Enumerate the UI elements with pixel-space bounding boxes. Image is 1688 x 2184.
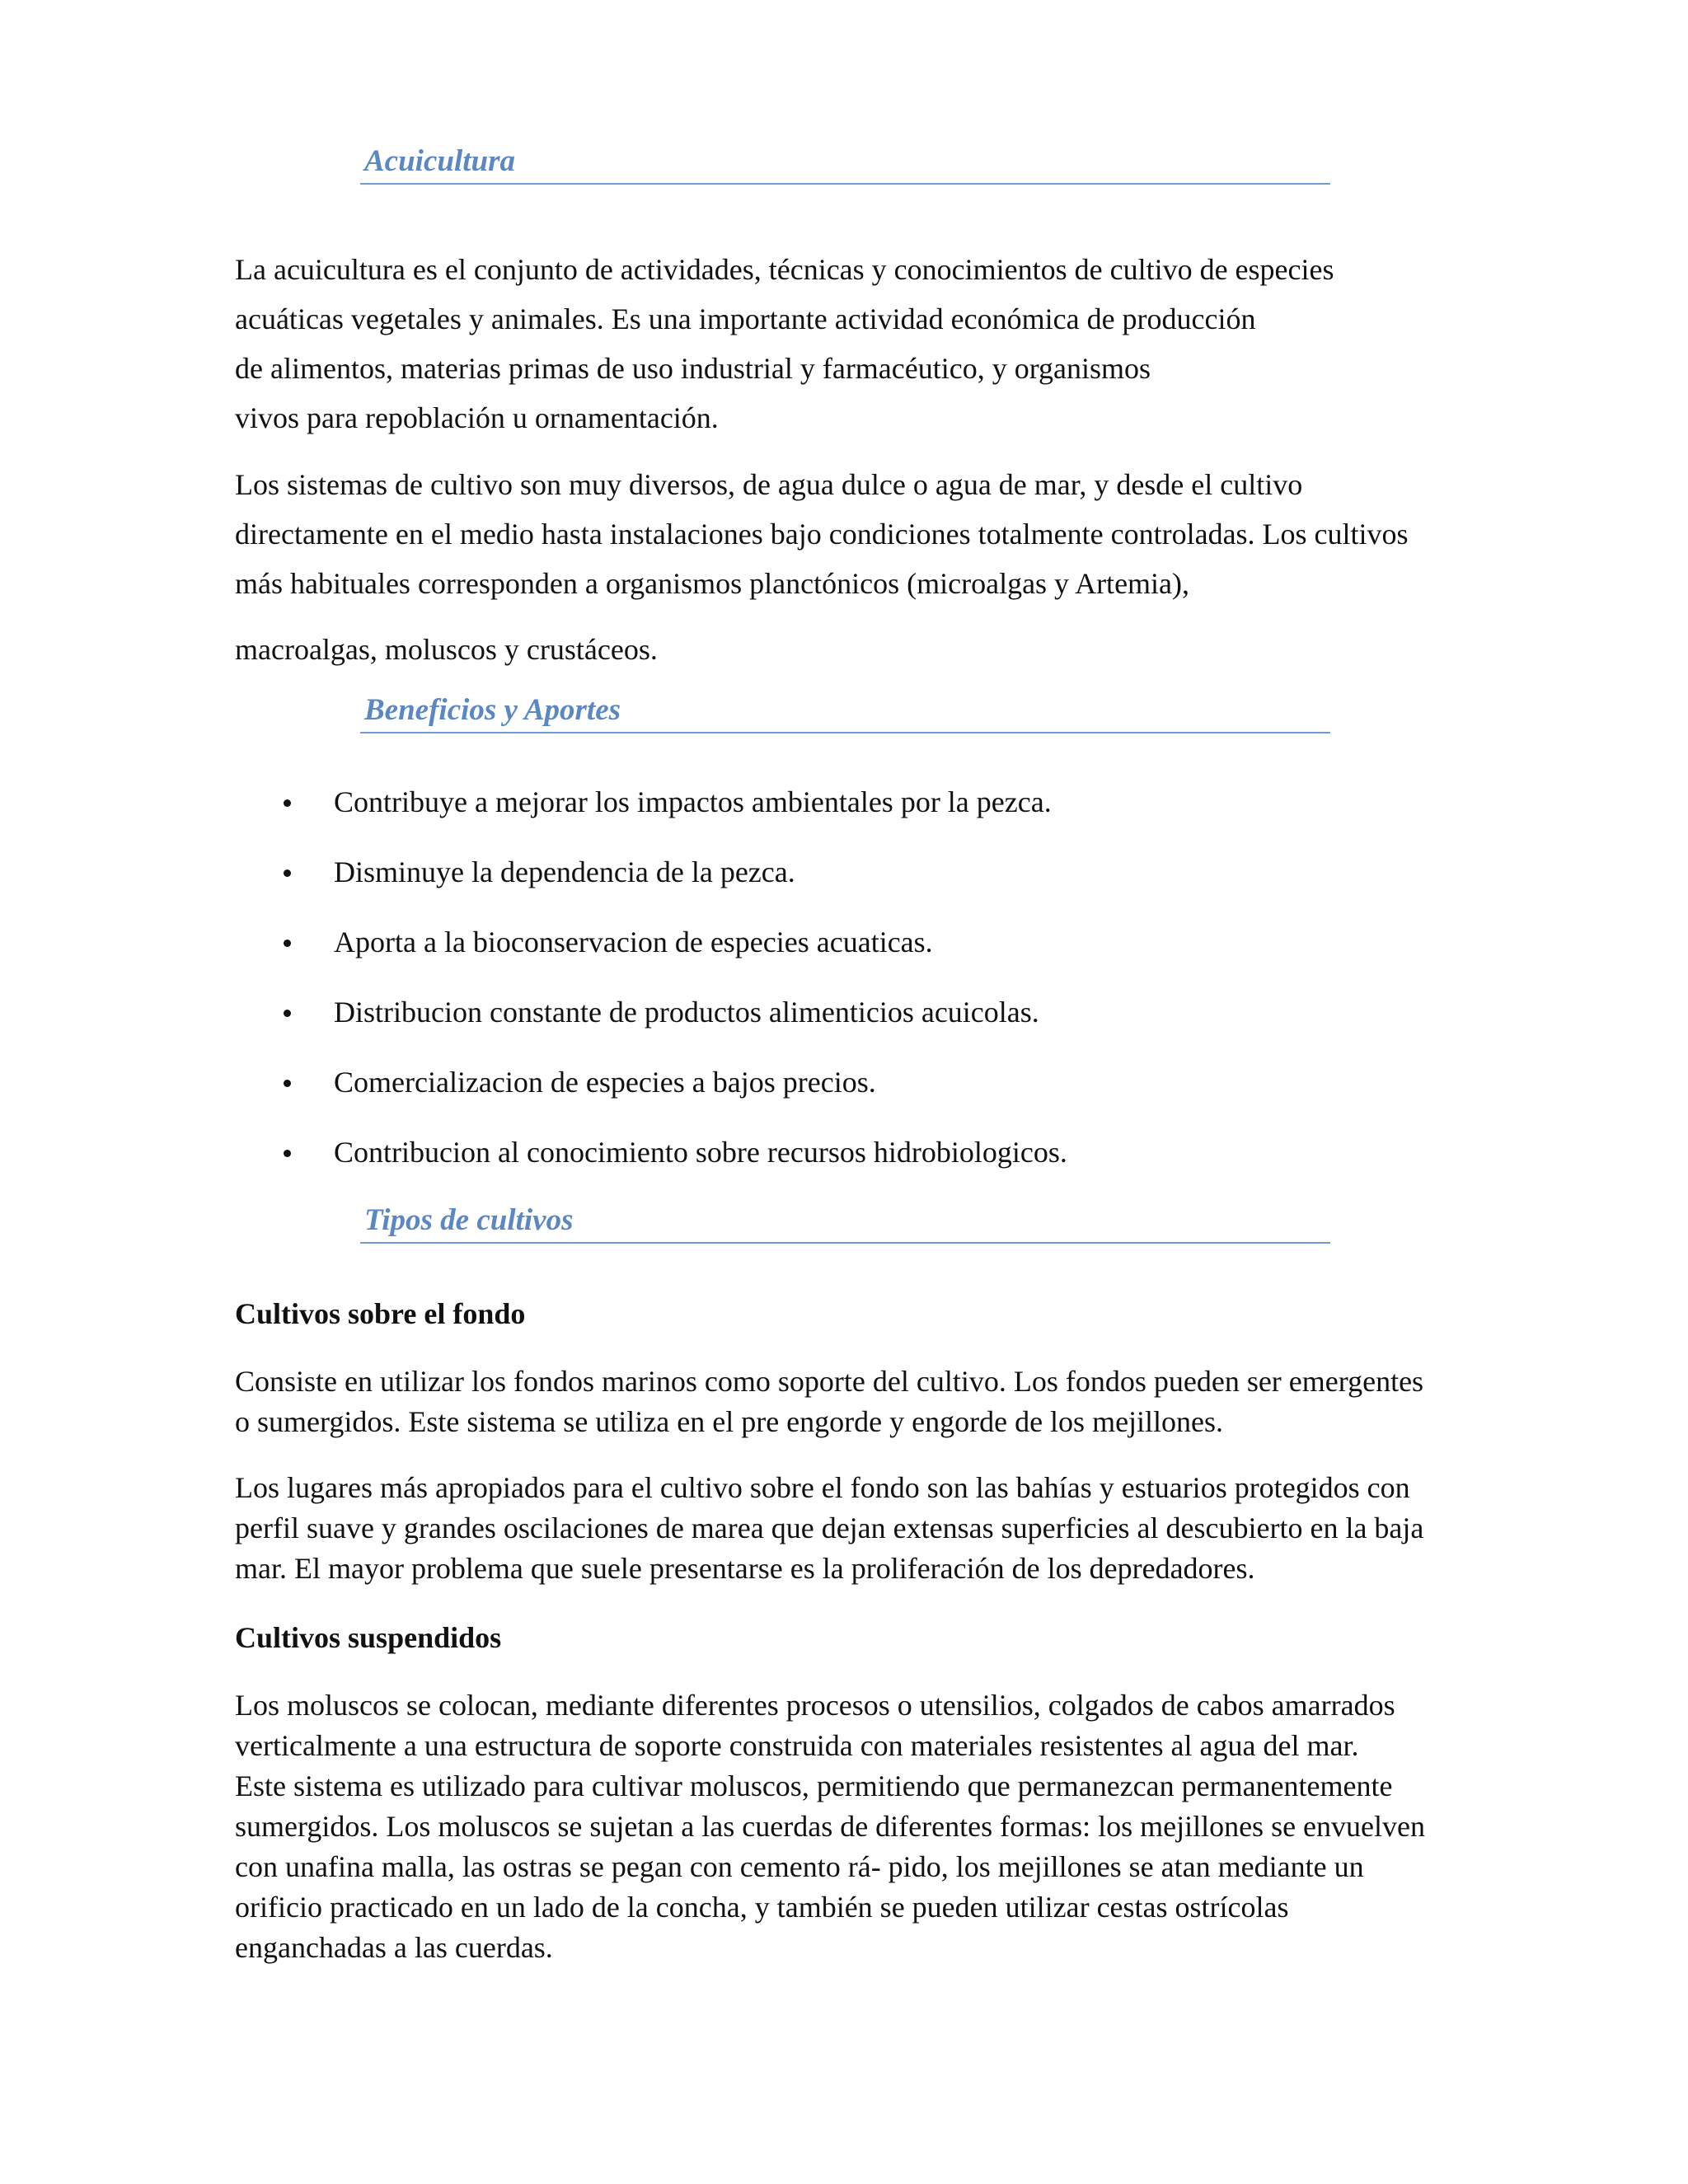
bullet-icon (284, 799, 291, 807)
list-item-text: Contribucion al conocimiento sobre recursos hidrobiologicos. (334, 1136, 1067, 1169)
list-item-text: Contribuye a mejorar los impactos ambientales por la pezca. (334, 785, 1052, 818)
list-item-text: Disminuye la dependencia de la pezca. (334, 855, 795, 888)
subheading-fondo: Cultivos sobre el fondo (235, 1297, 526, 1330)
fondo-line: mar. El mayor problema que suele presentarse es la proliferación de los depredadores. (235, 1552, 1255, 1585)
bullet-icon (284, 940, 291, 947)
suspendidos-line: con unafina malla, las ostras se pegan con cemento rá- pido, los mejillones se atan mediante un (235, 1850, 1364, 1883)
systems-line: directamente en el medio hasta instalaciones bajo condiciones totalmente controladas. Los cultivos (235, 518, 1409, 551)
systems-line: Los sistemas de cultivo son muy diversos, de agua dulce o agua de mar, y desde el cultivo (235, 468, 1303, 501)
bullet-icon (284, 1080, 291, 1087)
suspendidos-line: sumergidos. Los moluscos se sujetan a las cuerdas de diferentes formas: los mejillones se envuelven (235, 1810, 1425, 1843)
heading-beneficios (360, 692, 1330, 733)
heading-beneficios-text: Beneficios y Aportes (364, 693, 621, 727)
systems-paragraph (235, 460, 1409, 608)
suspendidos-line: Este sistema es utilizado para cultivar moluscos, permitiendo que permanezcan permanentemente (235, 1769, 1393, 1802)
systems-line: más habituales corresponden a organismos planctónicos (microalgas y Artemia), (235, 567, 1190, 600)
fondo-line: o sumergidos. Este sistema se utiliza en el pre engorde y engorde de los mejillones. (235, 1405, 1224, 1438)
bullet-icon (284, 1010, 291, 1017)
systems-line: macroalgas, moluscos y crustáceos. (235, 633, 658, 666)
heading-acuicultura-text: Acuicultura (364, 144, 515, 178)
intro-line: La acuicultura es el conjunto de actividades, técnicas y conocimientos de cultivo de especies (235, 253, 1334, 286)
fondo-line: Los lugares más apropiados para el cultivo sobre el fondo son las bahías y estuarios protegidos con (235, 1471, 1410, 1504)
suspendidos-line: enganchadas a las cuerdas. (235, 1931, 553, 1964)
suspendidos-paragraph (235, 1685, 1425, 1968)
intro-line: de alimentos, materias primas de uso industrial y farmacéutico, y organismos (235, 352, 1151, 385)
intro-line: vivos para repoblación u ornamentación. (235, 401, 719, 434)
heading-acuicultura (360, 143, 1330, 185)
intro-paragraph (235, 245, 1334, 443)
heading-tipos-text: Tipos de cultivos (364, 1203, 574, 1237)
fondo-line: perfil suave y grandes oscilaciones de marea que dejan extensas superficies al descubierto en la baja (235, 1511, 1424, 1544)
list-item-text: Comercializacion de especies a bajos precios. (334, 1066, 876, 1099)
fondo-paragraph-1 (235, 1361, 1423, 1442)
bullet-icon (284, 1150, 291, 1157)
subheading-suspendidos: Cultivos suspendidos (235, 1621, 502, 1654)
list-item-text: Aporta a la bioconservacion de especies acuaticas. (334, 926, 933, 958)
systems-last-line (235, 625, 658, 674)
suspendidos-line: orificio practicado en un lado de la concha, y también se pueden utilizar cestas ostrícolas (235, 1891, 1289, 1924)
bullet-icon (284, 869, 291, 877)
suspendidos-line: Los moluscos se colocan, mediante diferentes procesos o utensilios, colgados de cabos amarrados (235, 1689, 1395, 1722)
heading-tipos (360, 1202, 1330, 1244)
suspendidos-line: verticalmente a una estructura de soporte construida con materiales resistentes al agua del mar. (235, 1729, 1359, 1762)
fondo-paragraph-2 (235, 1468, 1423, 1589)
intro-line: acuáticas vegetales y animales. Es una importante actividad económica de producción (235, 302, 1256, 335)
fondo-line: Consiste en utilizar los fondos marinos como soporte del cultivo. Los fondos pueden ser emergentes (235, 1365, 1424, 1398)
list-item-text: Distribucion constante de productos alimenticios acuicolas. (334, 996, 1039, 1029)
